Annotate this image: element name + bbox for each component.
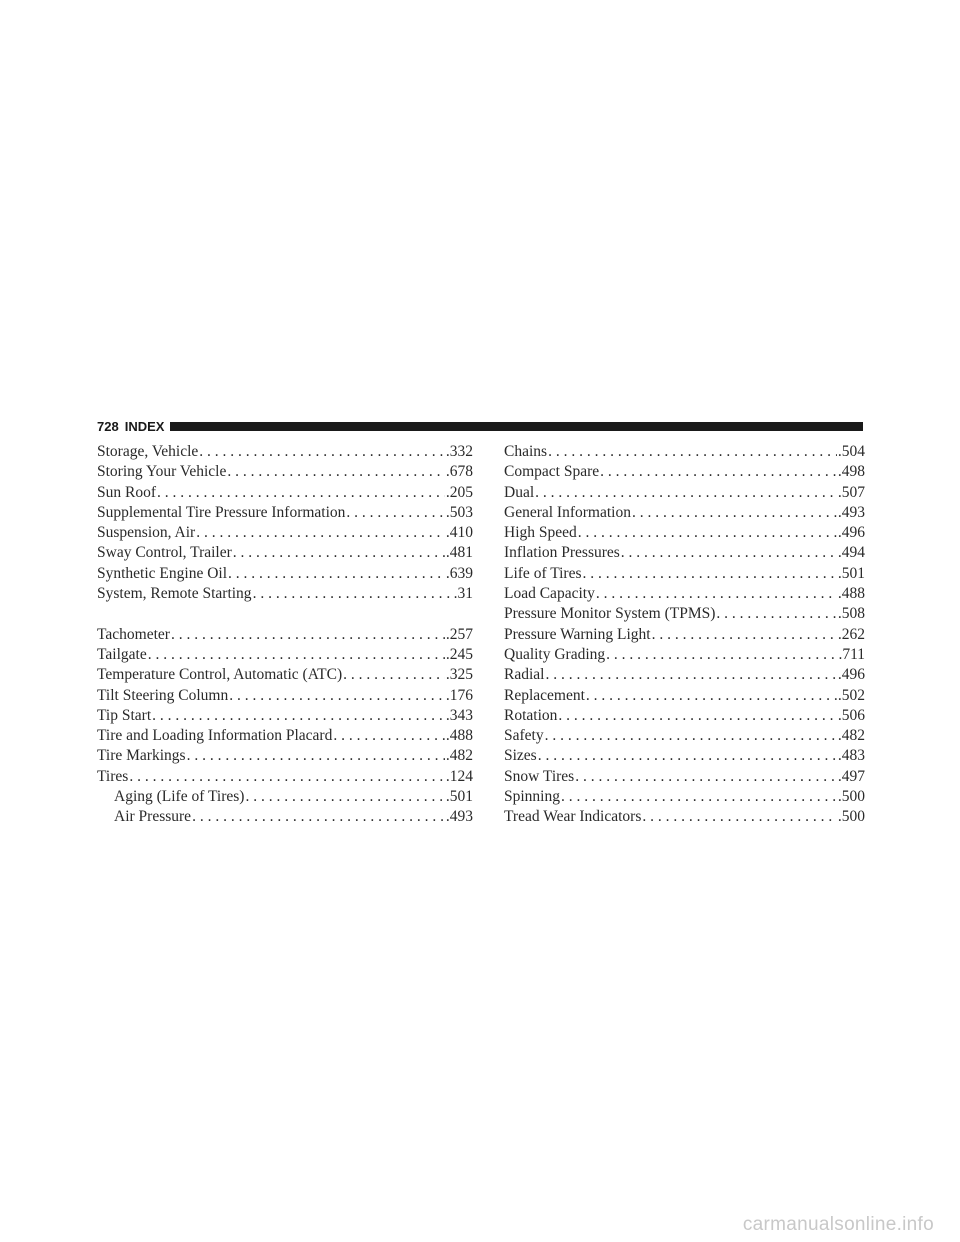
dot-leader bbox=[196, 523, 445, 543]
entry-page: .494 bbox=[837, 544, 865, 562]
entry-label: Pressure Monitor System (TPMS) bbox=[504, 605, 716, 623]
index-subentry bbox=[504, 787, 865, 807]
dot-leader bbox=[545, 665, 836, 685]
entry-label: Tread Wear Indicators bbox=[504, 808, 642, 826]
entry-label: Safety bbox=[504, 727, 544, 745]
entry-page: .488 bbox=[445, 727, 473, 745]
index-subentry bbox=[504, 503, 865, 523]
entry-page: .493 bbox=[837, 503, 865, 521]
index-entry bbox=[97, 767, 473, 787]
entry-page: .124 bbox=[445, 767, 473, 785]
entry-label: Inflation Pressures bbox=[504, 544, 620, 562]
index-entry bbox=[97, 625, 473, 645]
dot-leader bbox=[548, 442, 837, 462]
entry-page: .501 bbox=[445, 788, 473, 806]
entry-label: Supplemental Tire Pressure Information bbox=[97, 503, 346, 521]
entry-label: Dual bbox=[504, 483, 535, 501]
entry-page: .500 bbox=[837, 788, 865, 806]
dot-leader bbox=[642, 807, 837, 827]
entry-label: Aging (Life of Tires) bbox=[114, 788, 245, 806]
entry-page: .410 bbox=[445, 524, 473, 542]
section-title: INDEX bbox=[124, 418, 165, 434]
dot-leader bbox=[233, 543, 445, 563]
entry-page: .325 bbox=[445, 666, 473, 684]
dot-leader bbox=[586, 686, 837, 706]
entry-page: .31 bbox=[453, 585, 473, 603]
entry-label: Rotation bbox=[504, 706, 558, 724]
entry-page: .502 bbox=[837, 686, 865, 704]
dot-leader bbox=[129, 767, 445, 787]
entry-page: .482 bbox=[837, 727, 865, 745]
index-entry bbox=[97, 584, 473, 604]
index-column-right bbox=[504, 442, 865, 828]
entry-label: Replacement bbox=[504, 686, 585, 704]
dot-leader bbox=[716, 604, 836, 624]
entry-page: .482 bbox=[445, 747, 473, 765]
dot-leader bbox=[187, 746, 445, 766]
entry-page: .176 bbox=[445, 686, 473, 704]
entry-label: System, Remote Starting bbox=[97, 585, 252, 603]
index-subentry bbox=[504, 746, 865, 766]
dot-leader bbox=[621, 543, 837, 563]
entry-page: .498 bbox=[837, 463, 865, 481]
watermark: carmanualsonline.info bbox=[742, 1214, 934, 1235]
index-entry bbox=[97, 543, 473, 563]
index-subentry bbox=[504, 726, 865, 746]
entry-label: Suspension, Air bbox=[97, 524, 196, 542]
entry-page: .488 bbox=[837, 585, 865, 603]
entry-page: .639 bbox=[445, 564, 473, 582]
entry-label: Sun Roof bbox=[97, 483, 156, 501]
entry-page: .508 bbox=[837, 605, 865, 623]
dot-leader bbox=[632, 503, 837, 523]
index-subentry bbox=[504, 442, 865, 462]
entry-page: .504 bbox=[837, 443, 865, 460]
entry-label: Snow Tires bbox=[504, 767, 575, 785]
index-entry bbox=[97, 665, 473, 685]
dot-leader bbox=[545, 726, 837, 746]
dot-leader bbox=[227, 462, 445, 482]
dot-leader bbox=[333, 726, 445, 746]
entry-page: .332 bbox=[445, 443, 473, 460]
entry-label: Radial bbox=[504, 666, 545, 684]
entry-page: .497 bbox=[837, 767, 865, 785]
index-entry bbox=[97, 726, 473, 746]
entry-label: Load Capacity bbox=[504, 585, 595, 603]
dot-leader bbox=[583, 564, 837, 584]
entry-label: Sway Control, Trailer bbox=[97, 544, 232, 562]
index-subentry bbox=[504, 462, 865, 482]
entry-label: Tip Start bbox=[97, 706, 152, 724]
entry-page: .496 bbox=[837, 666, 865, 684]
entry-label: Tire Markings bbox=[97, 747, 186, 765]
entry-page: .503 bbox=[445, 503, 473, 521]
page-number: 728 bbox=[97, 418, 119, 434]
dot-leader bbox=[538, 746, 837, 766]
entry-label: Sizes bbox=[504, 747, 537, 765]
index-subentry bbox=[504, 767, 865, 787]
index-subentry bbox=[504, 523, 865, 543]
entry-label: Tire and Loading Information Placard bbox=[97, 727, 333, 745]
entry-label: Synthetic Engine Oil bbox=[97, 564, 228, 582]
index-subentry bbox=[504, 564, 865, 584]
dot-leader bbox=[558, 706, 836, 726]
dot-leader bbox=[652, 625, 837, 645]
index-entry bbox=[97, 645, 473, 665]
index-subentry bbox=[504, 543, 865, 563]
entry-page: .496 bbox=[837, 524, 865, 542]
dot-leader bbox=[253, 584, 453, 604]
dot-leader bbox=[346, 503, 444, 523]
index-column-left bbox=[97, 442, 473, 828]
index-subentry bbox=[504, 686, 865, 706]
index-subentry bbox=[97, 787, 473, 807]
entry-label: General Information bbox=[504, 503, 631, 521]
index-entry bbox=[97, 523, 473, 543]
entry-label: Tailgate bbox=[97, 645, 147, 663]
dot-leader bbox=[199, 442, 445, 462]
index-entry bbox=[97, 462, 473, 482]
entry-page: .501 bbox=[837, 564, 865, 582]
dot-leader bbox=[575, 767, 837, 787]
entry-page: .262 bbox=[837, 625, 865, 643]
dot-leader bbox=[228, 564, 445, 584]
entry-page: .506 bbox=[837, 706, 865, 724]
dot-leader bbox=[148, 645, 445, 665]
dot-leader bbox=[229, 686, 445, 706]
dot-leader bbox=[157, 483, 445, 503]
dot-leader bbox=[596, 584, 837, 604]
index-entry bbox=[97, 503, 473, 523]
entry-page: .711 bbox=[838, 645, 865, 663]
entry-label: Chains bbox=[504, 443, 548, 460]
dot-leader bbox=[245, 787, 444, 807]
index-entry bbox=[97, 564, 473, 584]
index-subentry bbox=[504, 625, 865, 645]
header-rule bbox=[170, 422, 863, 431]
entry-page: .678 bbox=[445, 463, 473, 481]
index-subentry bbox=[504, 584, 865, 604]
index-subentry bbox=[504, 807, 865, 827]
entry-page: .481 bbox=[445, 544, 473, 562]
index-entry bbox=[97, 483, 473, 503]
index-subentry bbox=[504, 604, 865, 624]
entry-label: Temperature Control, Automatic (ATC) bbox=[97, 666, 343, 684]
index-entry bbox=[97, 706, 473, 726]
entry-page: .507 bbox=[837, 483, 865, 501]
entry-label: Storing Your Vehicle bbox=[97, 463, 227, 481]
entry-page: .343 bbox=[445, 706, 473, 724]
entry-label: Life of Tires bbox=[504, 564, 582, 582]
index-subentry bbox=[504, 665, 865, 685]
entry-page: .257 bbox=[445, 625, 473, 643]
entry-label: Quality Grading bbox=[504, 645, 606, 663]
entry-page: .483 bbox=[837, 747, 865, 765]
entry-page: .205 bbox=[445, 483, 473, 501]
index-entry bbox=[97, 746, 473, 766]
entry-label: Pressure Warning Light bbox=[504, 625, 651, 643]
index-subentry bbox=[504, 483, 865, 503]
entry-label: Compact Spare bbox=[504, 463, 600, 481]
dot-leader bbox=[561, 787, 837, 807]
page-header bbox=[97, 417, 863, 435]
entry-label: Air Pressure bbox=[114, 808, 192, 826]
entry-page: .500 bbox=[837, 808, 865, 826]
entry-label: Tachometer bbox=[97, 625, 170, 643]
entry-label: Storage, Vehicle bbox=[97, 443, 199, 460]
dot-leader bbox=[578, 523, 837, 543]
index-subentry bbox=[504, 645, 865, 665]
entry-label: Spinning bbox=[504, 788, 560, 806]
index-entry bbox=[97, 686, 473, 706]
entry-page: .245 bbox=[445, 645, 473, 663]
dot-leader bbox=[171, 625, 445, 645]
index-subentry bbox=[504, 706, 865, 726]
dot-leader bbox=[600, 462, 837, 482]
dot-leader bbox=[535, 483, 837, 503]
dot-leader bbox=[192, 807, 445, 827]
index-subentry bbox=[97, 807, 473, 827]
entry-label: High Speed bbox=[504, 524, 577, 542]
dot-leader bbox=[152, 706, 445, 726]
index-entry bbox=[97, 442, 473, 462]
dot-leader bbox=[606, 645, 837, 665]
entry-page: .493 bbox=[445, 808, 473, 826]
entry-label: Tilt Steering Column bbox=[97, 686, 229, 704]
entry-label: Tires bbox=[97, 767, 129, 785]
dot-leader bbox=[343, 665, 445, 685]
